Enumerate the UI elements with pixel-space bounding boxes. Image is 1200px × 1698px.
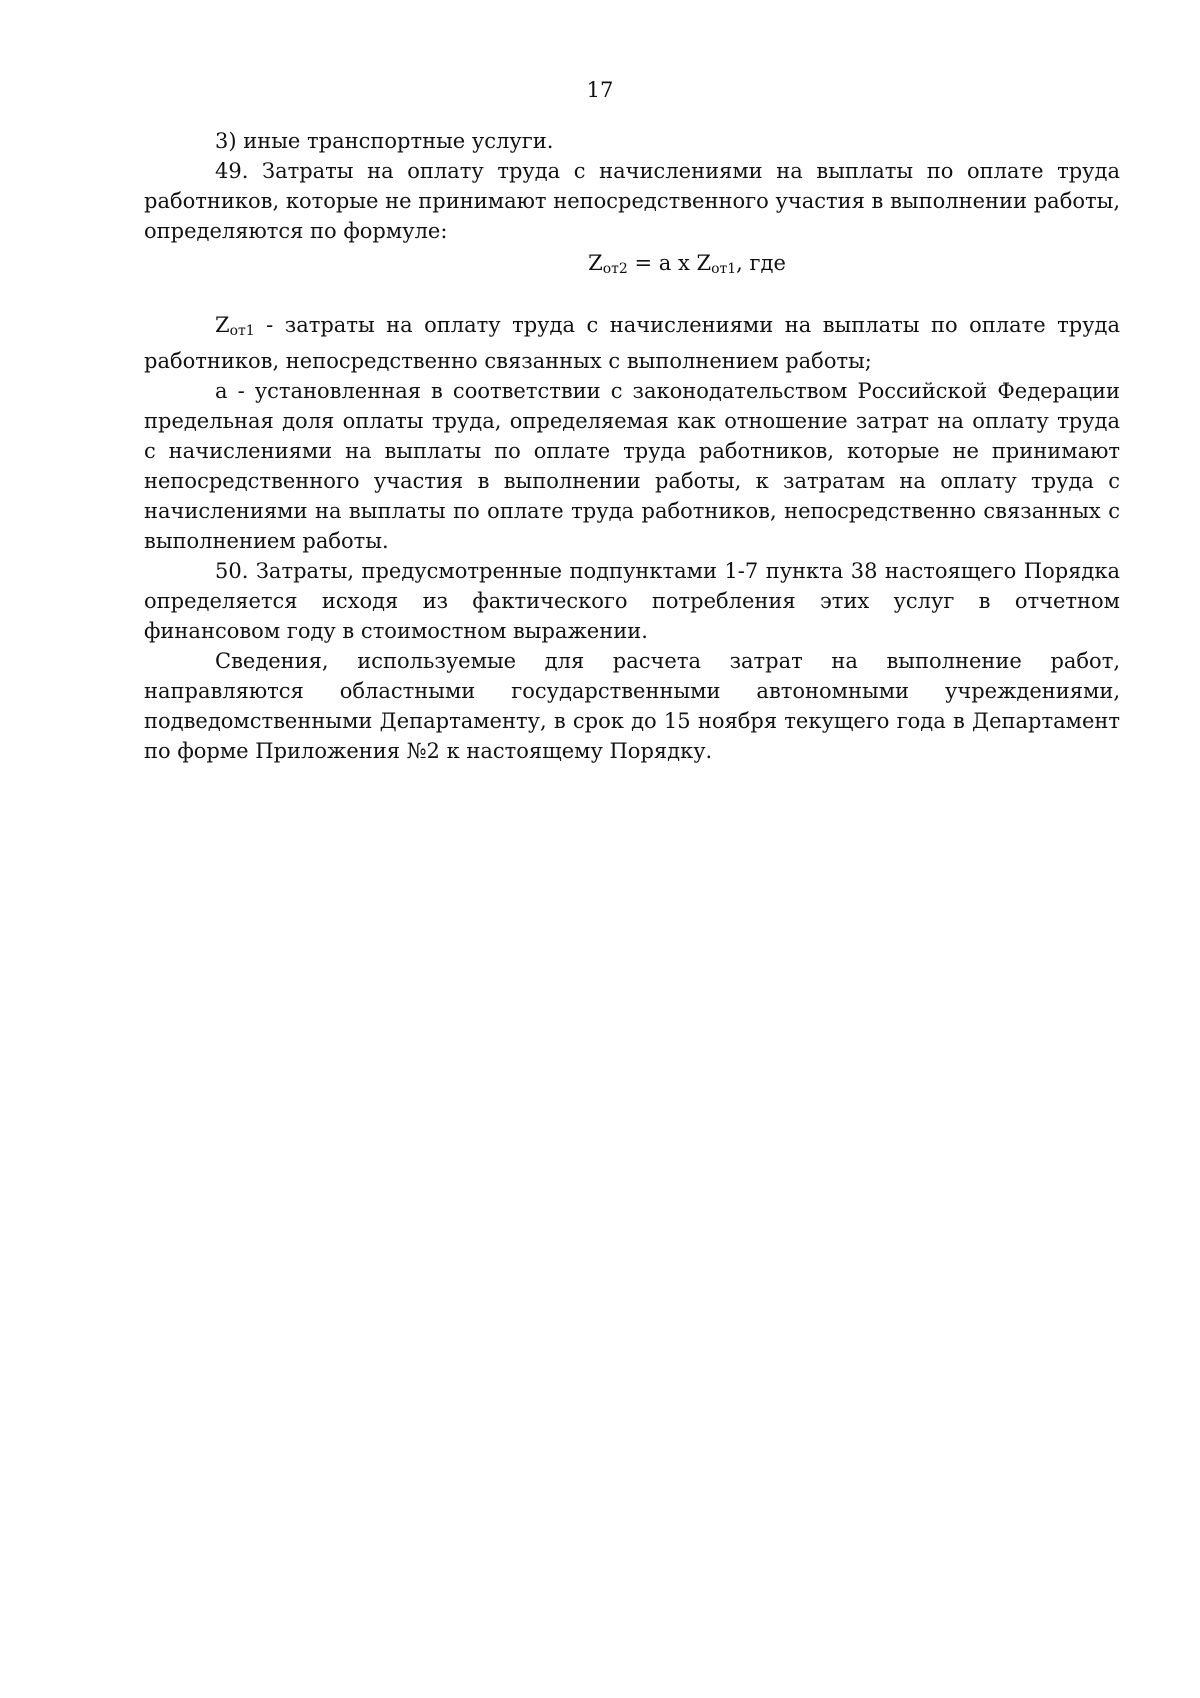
zot1-definition-text: - затраты на оплату труда с начислениями на выплаты по оплате труда работников, непосредственно связанных с выполнением работы; bbox=[144, 313, 1120, 373]
paragraph-information: Сведения, используемые для расчета затрат на выполнение работ, направляются областными государственными автономными учреждениями, подведомственными Департаменту, в срок до 15 ноября текущего года в Департамент по форме Приложения №2 к настоящему Порядку. bbox=[144, 649, 1120, 763]
document-body bbox=[144, 126, 1120, 766]
paragraph-zot1-definition bbox=[144, 310, 1120, 376]
formula bbox=[144, 248, 1120, 278]
zot1-subscript: от1 bbox=[229, 323, 255, 339]
zot1-symbol: Z bbox=[215, 313, 230, 337]
formula-mid: = a x Z bbox=[627, 251, 712, 275]
page-number: 17 bbox=[586, 78, 614, 102]
paragraph-transport-services: 3) иные транспортные услуги. bbox=[215, 129, 554, 153]
paragraph-50: 50. Затраты, предусмотренные подпунктами 1-7 пункта 38 настоящего Порядка определяется исходя из фактического потребления этих услуг в отчетном финансовом году в стоимостном выражении. bbox=[144, 559, 1120, 643]
paragraph-49: 49. Затраты на оплату труда с начислениями на выплаты по оплате труда работников, которые не принимают непосредственного участия в выполнении работы, определяются по формуле: bbox=[144, 159, 1120, 243]
formula-tail: , где bbox=[736, 251, 786, 275]
formula-sub1: от2 bbox=[602, 261, 628, 277]
spacer bbox=[144, 278, 1120, 310]
formula-sub2: от1 bbox=[711, 261, 737, 277]
formula-z1: Z bbox=[588, 251, 603, 275]
paragraph-a-definition: a - установленная в соответствии с законодательством Российской Федерации предельная доля оплаты труда, определяемая как отношение затрат на оплату труда с начислениями на выплаты по оплате труда работников, которые не принимают непосредственного участия в выполнении работы, к затратам на оплату труда с начислениями на выплаты по оплате труда работников, непосредственно связанных с выполнением работы. bbox=[144, 379, 1120, 553]
